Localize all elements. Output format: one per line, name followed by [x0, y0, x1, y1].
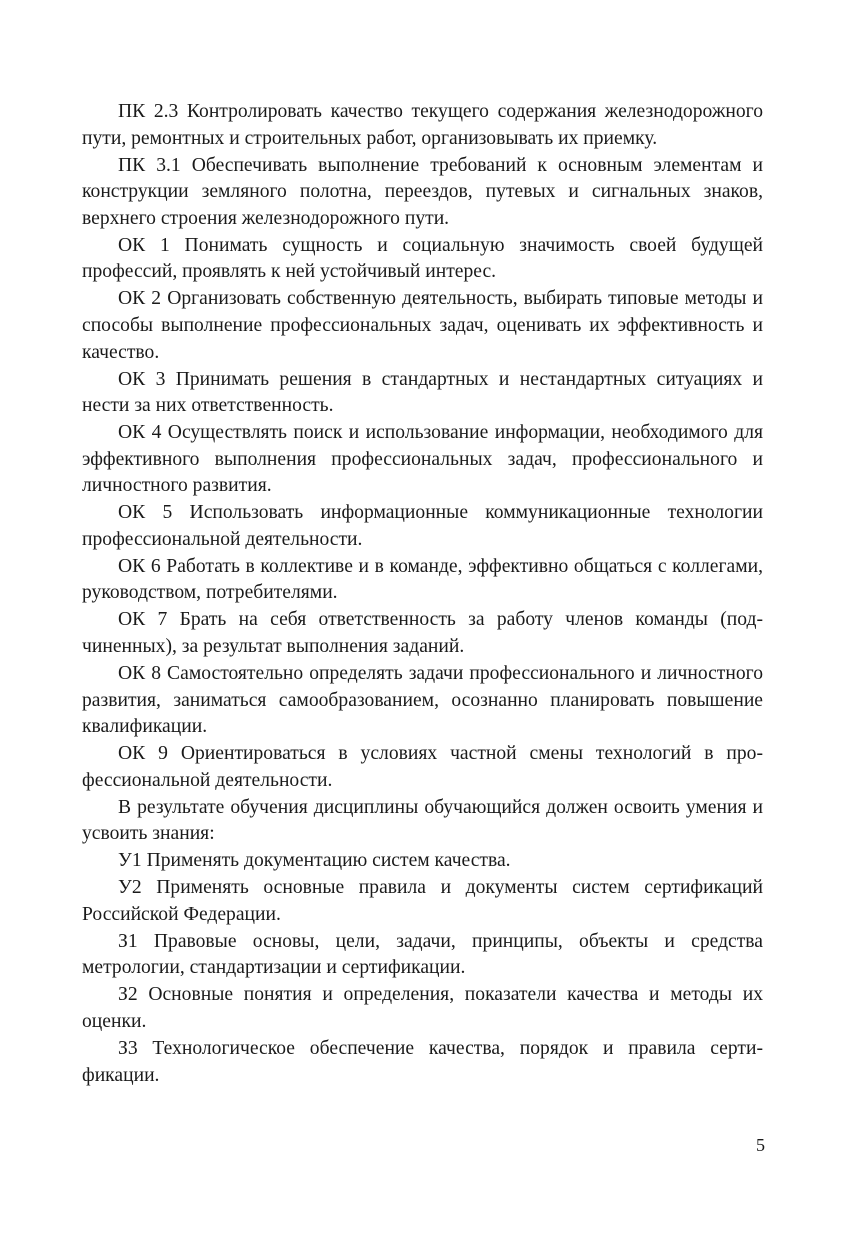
- page-number: 5: [756, 1135, 765, 1155]
- page-body: [82, 99, 763, 1089]
- paragraph-u1: У1 Применять документацию систем качества.: [118, 850, 511, 872]
- paragraph-ok-9: ОК 9 Ориентироваться в условиях частной смены технологий в профессиональной деятельности.: [82, 743, 763, 791]
- paragraph-ok-2: ОК 2 Организовать собственную деятельность, выбирать типовые методы и способы выполнение профессиональных задач, оценивать их эффективность и качество.: [82, 288, 763, 363]
- paragraph-ok-5: ОК 5 Использовать информационные коммуникационные технологии профессиональной деятельности.: [82, 502, 763, 550]
- paragraph-ok-4: ОК 4 Осуществлять поиск и использование информации, необходимого для эффективного выполнения профессиональных задач, профессионального и личностного развития.: [82, 422, 763, 497]
- paragraph-ok-3: ОК 3 Принимать решения в стандартных и нестандартных ситуациях и нести за них ответственность.: [82, 368, 763, 417]
- paragraph-pk-3-1: ПК 3.1 Обеспечивать выполнение требований к основным элементам и конструкции земляного полотна, переездов, путевых и сигнальных знаков, верхнего строения железнодорожного пути.: [82, 154, 763, 229]
- paragraph-u2: У2 Применять основные правила и документы систем сертификаций Российской Федерации.: [82, 877, 763, 925]
- paragraph-learning-outcomes: В результате обучения дисциплины обучающийся должен освоить умения и усвоить знания:: [82, 796, 763, 845]
- paragraph-pk-2-3: ПК 2.3 Контролировать качество текущего содержания железнодорожного пути, ремонтных и строительных работ, организовывать их приемку.: [82, 101, 763, 149]
- paragraph-z1: З1 Правовые основы, цели, задачи, принципы, объекты и средства метрологии, стандартизации и сертификации.: [82, 930, 763, 979]
- paragraph-z3: З3 Технологическое обеспечение качества, порядок и правила сертификации.: [82, 1038, 763, 1086]
- paragraph-ok-7: ОК 7 Брать на себя ответственность за работу членов команды (подчиненных), за результат выполнения заданий.: [82, 609, 763, 657]
- paragraph-z2: З2 Основные понятия и определения, показатели качества и методы их оценки.: [82, 984, 763, 1033]
- paragraph-ok-8: ОК 8 Самостоятельно определять задачи профессионального и личностного развития, заниматься самообразованием, осознанно планировать повышение квалификации.: [82, 662, 763, 738]
- paragraph-ok-1: ОК 1 Понимать сущность и социальную значимость своей будущей профессий, проявлять к ней устойчивый интерес.: [82, 234, 763, 283]
- paragraph-ok-6: ОК 6 Работать в коллективе и в команде, эффективно общаться с коллегами, руководством, потребителями.: [82, 555, 763, 604]
